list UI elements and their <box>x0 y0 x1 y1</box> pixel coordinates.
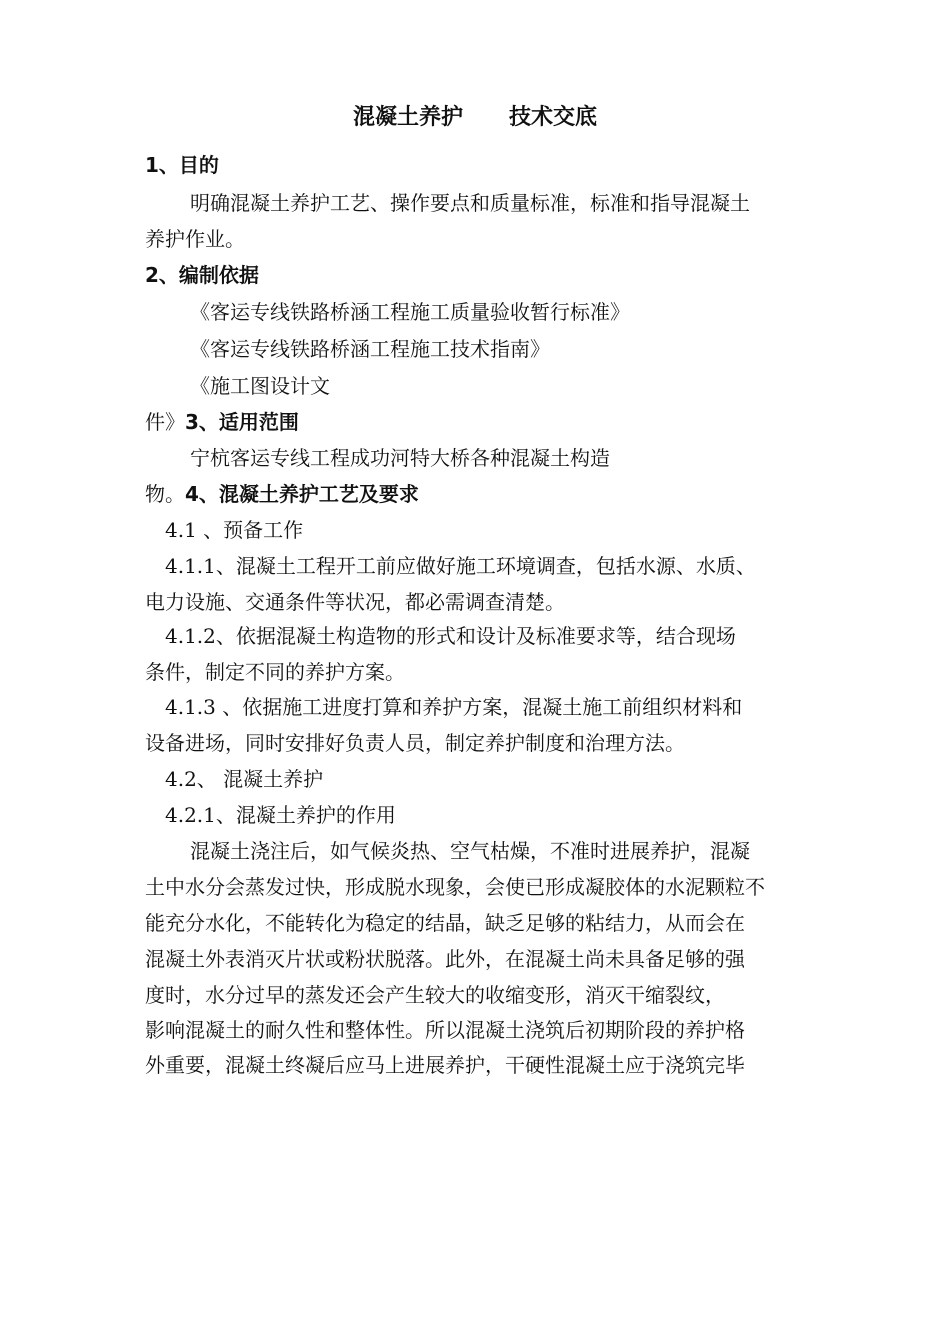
item-4-1-1: 4.1.1、混凝土工程开工前应做好施工环境调查，包括水源、水质、 <box>165 554 756 578</box>
subsection-4-2: 4.2、 混凝土养护 <box>165 767 324 791</box>
item-4-1-2: 4.1.2、依据混凝土构造物的形式和设计及标准要求等，结合现场 <box>165 624 736 648</box>
section-1-text: 养护作业。 <box>145 227 245 251</box>
body-paragraph-line: 能充分水化，不能转化为稳定的结晶，缺乏足够的粘结力，从而会在 <box>145 911 745 935</box>
section-1-text: 明确混凝土养护工艺、操作要点和质量标准，标准和指导混凝土 <box>190 191 750 215</box>
body-paragraph-line: 度时，水分过早的蒸发还会产生较大的收缩变形，消灭干缩裂纹， <box>145 983 725 1007</box>
section-3-cont <box>145 481 419 507</box>
reference-3-tail: 件》 <box>145 410 185 434</box>
item-4-1-3: 4.1.3 、依据施工进度打算和养护方案，混凝土施工前组织材料和 <box>165 695 743 719</box>
reference-3: 《施工图设计文 <box>190 374 330 398</box>
reference-2: 《客运专线铁路桥涵工程施工技术指南》 <box>190 337 550 361</box>
subsection-4-1: 4.1 、预备工作 <box>165 518 304 542</box>
section-4-heading: 4、混凝土养护工艺及要求 <box>185 482 419 506</box>
body-paragraph-line: 外重要，混凝土终凝后应马上进展养护，干硬性混凝土应于浇筑完毕 <box>145 1053 745 1077</box>
body-paragraph-line: 混凝土浇注后，如气候炎热、空气枯燥，不准时进展养护，混凝 <box>190 839 750 863</box>
section-1-heading: 1、目的 <box>145 153 219 177</box>
body-paragraph-line: 混凝土外表消灭片状或粉状脱落。此外，在混凝土尚未具备足够的强 <box>145 947 745 971</box>
section-3-heading: 3、适用范围 <box>185 410 299 434</box>
subsection-4-2-1: 4.2.1、混凝土养护的作用 <box>165 803 396 827</box>
section-2-heading: 2、编制依据 <box>145 263 259 287</box>
section-3-tail: 物。 <box>145 482 185 506</box>
item-4-1-2-cont: 条件，制定不同的养护方案。 <box>145 660 405 684</box>
body-paragraph-line: 影响混凝土的耐久性和整体性。所以混凝土浇筑后初期阶段的养护格 <box>145 1018 745 1042</box>
item-4-1-1-cont: 电力设施、交通条件等状况，都必需调查清楚。 <box>145 590 565 614</box>
body-paragraph-line: 土中水分会蒸发过快，形成脱水现象，会使已形成凝胶体的水泥颗粒不 <box>145 875 765 899</box>
reference-3-cont <box>145 409 299 435</box>
section-3-text: 宁杭客运专线工程成功河特大桥各种混凝土构造 <box>190 446 610 470</box>
item-4-1-3-cont: 设备进场，同时安排好负责人员，制定养护制度和治理方法。 <box>145 731 685 755</box>
document-title: 混凝土养护 技术交底 <box>353 105 597 130</box>
reference-1: 《客运专线铁路桥涵工程施工质量验收暂行标准》 <box>190 300 630 324</box>
